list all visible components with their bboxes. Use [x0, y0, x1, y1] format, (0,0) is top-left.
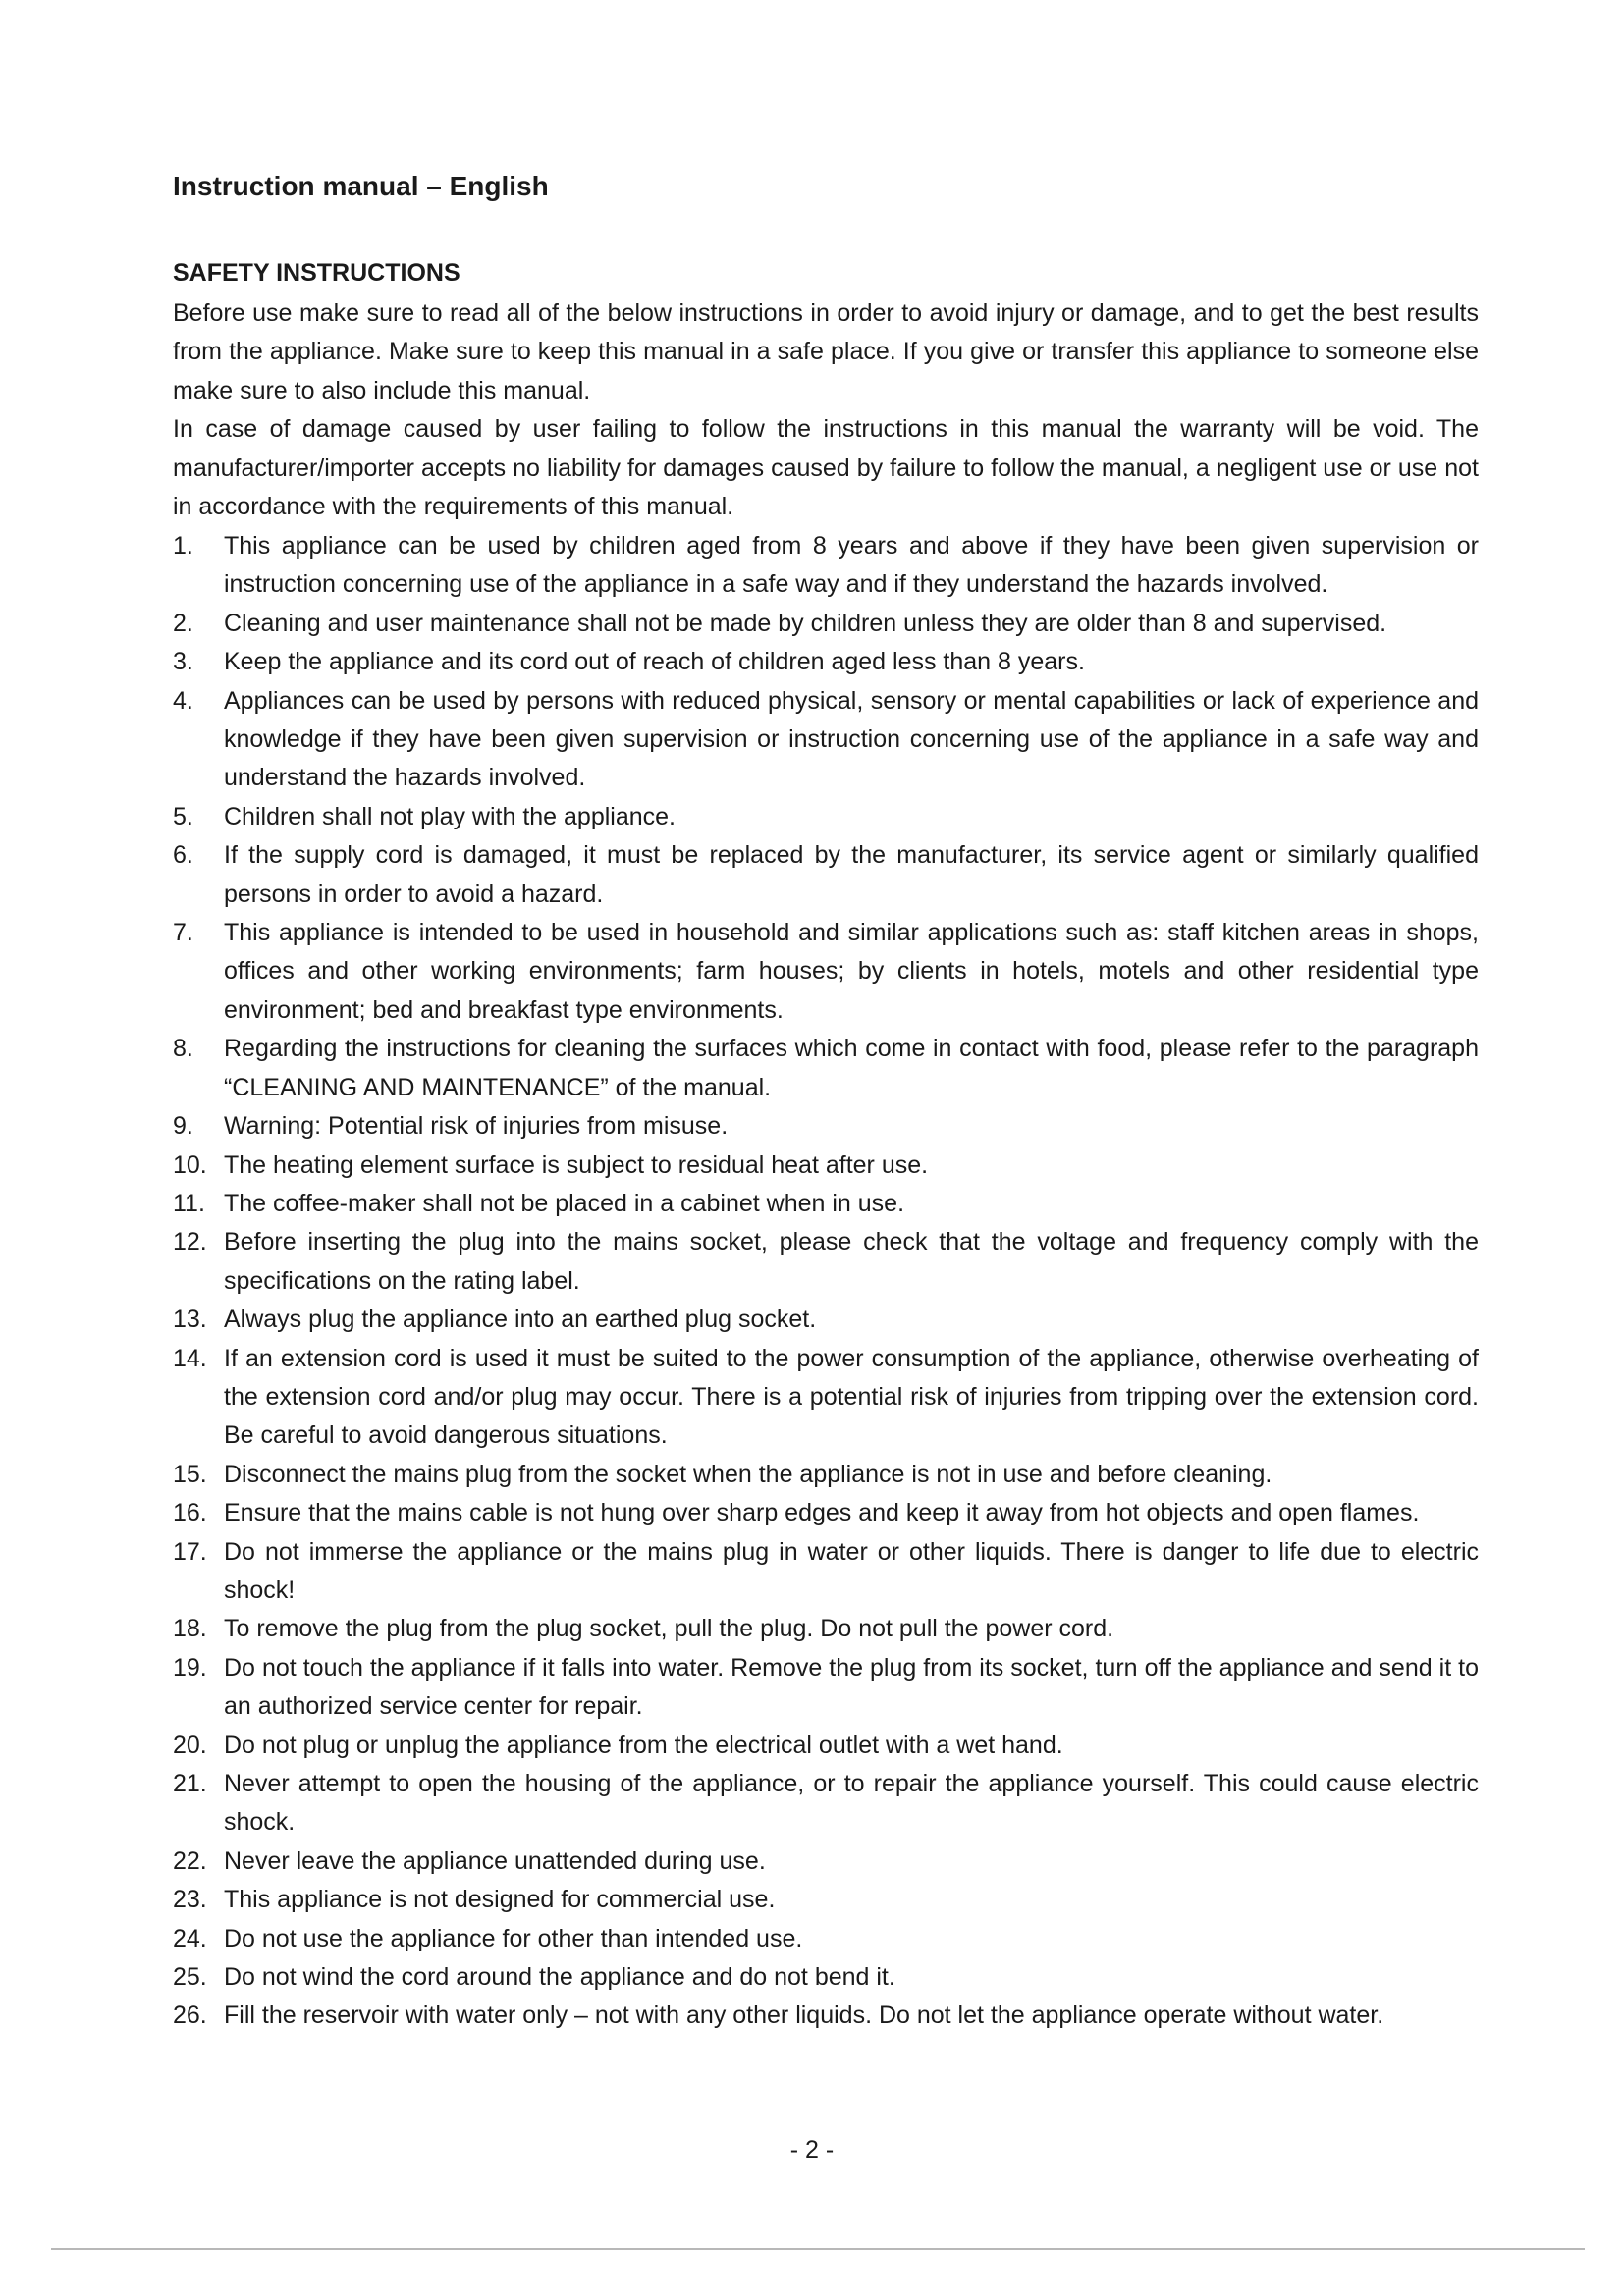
list-item-number: 8. — [173, 1035, 193, 1063]
list-item-number: 18. — [173, 1615, 207, 1643]
list-item — [173, 1649, 1479, 1727]
list-item-text: Regarding the instructions for cleaning the surfaces which come in contact with food, please refer to the paragraph “CLEANING AND MAINTENANCE” of the manual. — [224, 1035, 1479, 1101]
list-item-number: 10. — [173, 1150, 207, 1179]
list-item-number: 15. — [173, 1460, 207, 1488]
list-item-text: If an extension cord is used it must be suited to the power consumption of the appliance, otherwise overheating of the extension cord and/or plug may occur. There is a potential risk of injuries from tripping over the extension cord. Be careful to avoid dangerous situations. — [224, 1344, 1479, 1450]
list-item-number: 16. — [173, 1499, 207, 1527]
list-item — [173, 643, 1479, 681]
list-item-text: Do not touch the appliance if it falls into water. Remove the plug from its socket, turn off the appliance and send it to an authorized service center for repair. — [224, 1653, 1479, 1721]
list-item-text: Always plug the appliance into an earthed plug socket. — [224, 1306, 817, 1334]
list-item-number: 22. — [173, 1846, 207, 1875]
list-item-number: 14. — [173, 1344, 207, 1372]
list-item-text: Do not immerse the appliance or the mains plug in water or other liquids. There is danger to life due to electric shock! — [224, 1537, 1479, 1604]
list-item-text: If the supply cord is damaged, it must be replaced by the manufacturer, its service agent or similarly qualified persons in order to avoid a hazard. — [224, 841, 1479, 908]
list-item-text: Cleaning and user maintenance shall not be made by children unless they are older than 8 and supervised. — [224, 609, 1387, 637]
page-number: - 2 - — [789, 2136, 835, 2163]
list-item-number: 17. — [173, 1537, 207, 1566]
section-heading: SAFETY INSTRUCTIONS — [173, 259, 460, 287]
list-item — [173, 1533, 1479, 1611]
list-item — [173, 1765, 1479, 1842]
document-title: Instruction manual – English — [173, 171, 549, 201]
list-item — [173, 1610, 1479, 1648]
list-item-number: 24. — [173, 1924, 207, 1952]
list-item-text: Disconnect the mains plug from the socket when the appliance is not in use and before cleaning. — [224, 1460, 1272, 1488]
list-item-number: 7. — [173, 919, 193, 947]
list-item-text: Children shall not play with the appliance. — [224, 802, 676, 830]
list-item-text: This appliance is not designed for commercial use. — [224, 1886, 776, 1914]
list-item-text: Never leave the appliance unattended during use. — [224, 1846, 766, 1875]
list-item — [173, 1223, 1479, 1301]
list-item-number: 1. — [173, 532, 193, 560]
list-item-number: 19. — [173, 1653, 207, 1682]
list-item-text: The coffee-maker shall not be placed in a cabinet when in use. — [224, 1189, 905, 1217]
list-item-number: 5. — [173, 802, 193, 830]
list-item — [173, 1340, 1479, 1456]
list-item-number: 21. — [173, 1770, 207, 1797]
list-item — [173, 605, 1479, 643]
list-item — [173, 798, 1479, 836]
list-item-text: Before inserting the plug into the mains socket, please check that the voltage and frequency comply with the specifications on the rating label. — [224, 1228, 1479, 1295]
list-item-number: 3. — [173, 648, 193, 676]
list-item-text: Ensure that the mains cable is not hung over sharp edges and keep it away from hot objects and open flames. — [224, 1499, 1420, 1527]
list-item — [173, 682, 1479, 798]
list-item-number: 11. — [173, 1189, 205, 1217]
list-item — [173, 1920, 1479, 1958]
list-item-number: 2. — [173, 609, 193, 637]
list-item — [173, 1456, 1479, 1494]
list-item — [173, 527, 1479, 605]
list-item — [173, 1842, 1479, 1881]
list-item-number: 9. — [173, 1112, 193, 1141]
list-item-text: Do not wind the cord around the appliance and do not bend it. — [224, 1963, 895, 1992]
list-item-number: 12. — [173, 1228, 207, 1256]
list-item — [173, 1727, 1479, 1765]
list-item-number: 25. — [173, 1963, 207, 1992]
list-item-number: 4. — [173, 686, 193, 715]
list-item-text: This appliance is intended to be used in household and similar applications such as: staff kitchen areas in shops, offices and other working environments; farm houses; by clients in hotels, motels and other residential type environment; bed and breakfast type environments. — [224, 919, 1479, 1024]
list-item — [173, 1030, 1479, 1107]
list-item-number: 20. — [173, 1731, 207, 1759]
bottom-divider — [51, 2248, 1585, 2250]
list-item — [173, 1997, 1479, 2035]
list-item-number: 23. — [173, 1886, 207, 1914]
list-item-text: Do not plug or unplug the appliance from the electrical outlet with a wet hand. — [224, 1731, 1063, 1759]
intro-text — [173, 294, 1479, 526]
safety-instructions-list — [173, 527, 1479, 2036]
intro-paragraph: In case of damage caused by user failing to follow the instructions in this manual the warranty will be void. The manufacturer/importer accepts no liability for damages caused by failure to follow the manual, a negligent use or use not in accordance with the requirements of this manual. — [173, 415, 1479, 521]
list-item — [173, 1958, 1479, 1997]
list-item — [173, 836, 1479, 914]
list-item-number: 13. — [173, 1306, 207, 1334]
list-item-text: Never attempt to open the housing of the appliance, or to repair the appliance yourself. This could cause electric shock. — [224, 1770, 1479, 1837]
list-item-text: Do not use the appliance for other than intended use. — [224, 1924, 803, 1952]
list-item — [173, 1301, 1479, 1339]
list-item-text: The heating element surface is subject to residual heat after use. — [224, 1150, 929, 1179]
list-item-text: Keep the appliance and its cord out of reach of children aged less than 8 years. — [224, 648, 1085, 676]
list-item-text: Fill the reservoir with water only – not with any other liquids. Do not let the appliance operate without water. — [224, 2002, 1384, 2030]
intro-paragraph: Before use make sure to read all of the below instructions in order to avoid injury or damage, and to get the best results from the appliance. Make sure to keep this manual in a safe place. If you give or transfer this appliance to someone else make sure to also include this manual. — [173, 299, 1479, 404]
list-item — [173, 914, 1479, 1030]
list-item-number: 6. — [173, 841, 193, 870]
list-item-number: 26. — [173, 2002, 207, 2030]
list-item — [173, 1185, 1479, 1223]
list-item-text: Warning: Potential risk of injuries from misuse. — [224, 1112, 729, 1141]
list-item — [173, 1147, 1479, 1185]
list-item — [173, 1107, 1479, 1146]
list-item — [173, 1494, 1479, 1532]
list-item-text: To remove the plug from the plug socket, pull the plug. Do not pull the power cord. — [224, 1615, 1114, 1643]
list-item-text: Appliances can be used by persons with reduced physical, sensory or mental capabilities or lack of experience and knowledge if they have been given supervision or instruction concerning use of the appliance in a safe way and understand the hazards involved. — [224, 686, 1479, 792]
list-item-text: This appliance can be used by children aged from 8 years and above if they have been given supervision or instruction concerning use of the appliance in a safe way and if they understand the hazards involved. — [224, 532, 1479, 599]
list-item — [173, 1881, 1479, 1919]
